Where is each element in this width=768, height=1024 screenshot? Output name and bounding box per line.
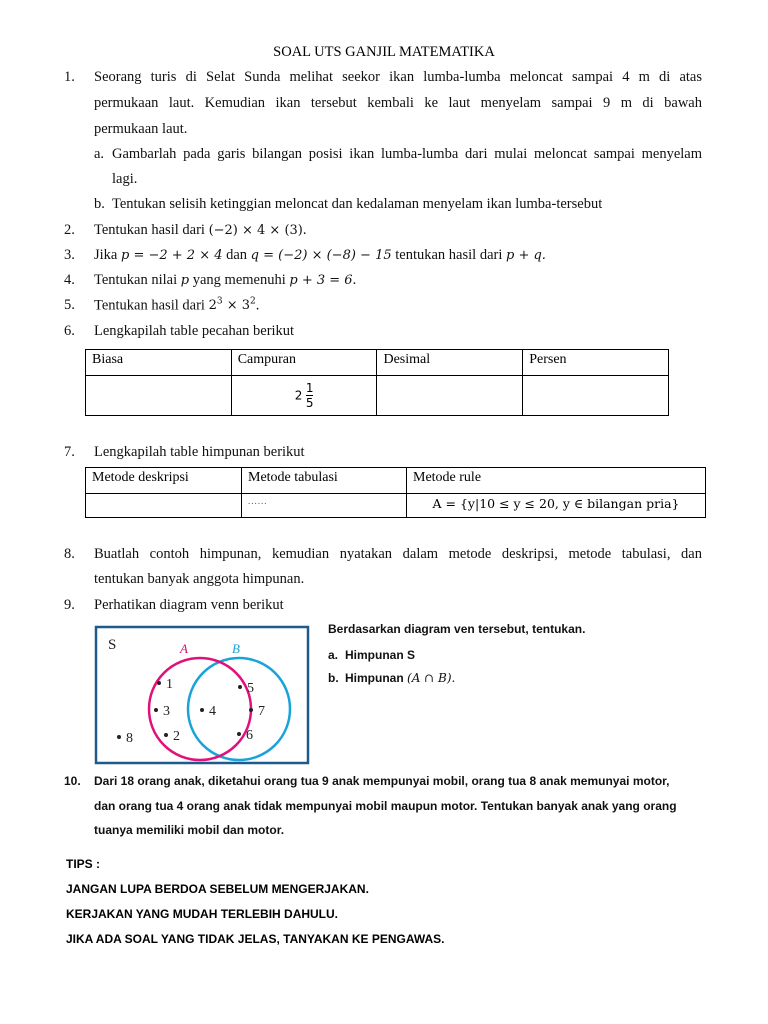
subquestion-label: a. xyxy=(94,146,105,162)
element-label: 2 xyxy=(173,729,180,744)
table-cell-tabulasi[interactable]: ...... xyxy=(242,494,407,518)
question-text-line: Dari 18 orang anak, diketahui orang tua 9 anak mempunyai mobil, orang tua 8 anak memunyai motor, xyxy=(94,774,670,788)
question-number: 3. xyxy=(64,247,75,263)
table-cell-campuran xyxy=(231,376,377,416)
subquestion-text: lagi. xyxy=(112,171,138,187)
question-number: 5. xyxy=(64,297,75,313)
question-number: 10. xyxy=(64,774,81,788)
table-header-cell: Biasa xyxy=(86,350,232,376)
venn-instruction: Berdasarkan diagram ven tersebut, tentukan. xyxy=(328,622,586,636)
table-cell-desimal[interactable] xyxy=(377,376,523,416)
question-text-line: permukaan laut. Kemudian ikan tersebut kembali ke laut menyelam sampai 9 m di bawah xyxy=(94,95,702,111)
tip-item: JANGAN LUPA BERDOA SEBELUM MENGERJAKAN. xyxy=(66,882,369,896)
question-number: 4. xyxy=(64,272,75,288)
table-header-cell: Desimal xyxy=(377,350,523,376)
question-text-post: tentukan hasil dari xyxy=(395,247,503,263)
table-cell-rule: A = {y|10 ≤ y ≤ 20, y ∈ bilangan pria} xyxy=(407,494,706,518)
question-text-line: Seorang turis di Selat Sunda melihat seekor ikan lumba-lumba meloncat sampai 4 m di atas xyxy=(94,69,702,85)
element-dot xyxy=(238,685,242,689)
mixed-whole: 2 xyxy=(294,388,303,403)
venn-diagram xyxy=(94,625,314,767)
set-table xyxy=(85,467,706,518)
element-label: 6 xyxy=(246,728,253,743)
question-text-lead: Jika xyxy=(94,247,118,263)
math-expression xyxy=(209,298,256,313)
question-text: Lengkapilah table pecahan berikut xyxy=(94,323,295,339)
question-text-mid: yang memenuhi xyxy=(192,272,286,288)
question-text: Lengkapilah table himpunan berikut xyxy=(94,444,305,460)
element-label: 4 xyxy=(209,704,216,719)
table-row xyxy=(86,494,706,518)
element-label: 3 xyxy=(163,704,170,719)
question-text-mid: dan xyxy=(226,247,248,263)
question-text-lead: Tentukan hasil dari xyxy=(94,222,205,238)
universe-label: S xyxy=(108,637,117,653)
set-b-label: B xyxy=(232,641,240,656)
math-variable: p xyxy=(180,273,190,288)
element-dot xyxy=(157,681,161,685)
tip-item: KERJAKAN YANG MUDAH TERLEBIH DAHULU. xyxy=(66,907,339,921)
table-header-cell: Metode deskripsi xyxy=(86,468,242,494)
table-header-cell: Metode rule xyxy=(407,468,706,494)
power-base: 2 xyxy=(208,298,217,314)
table-row xyxy=(86,376,669,416)
question-text-line: dan orang tua 4 orang anak tidak mempunyai mobil maupun motor. Tentukan banyak anak yang orang xyxy=(94,799,677,813)
question-text xyxy=(94,222,307,239)
question-number: 8. xyxy=(64,546,75,562)
question-text xyxy=(94,247,546,264)
tips-heading: TIPS : xyxy=(66,857,101,871)
element-dot xyxy=(200,708,204,712)
subquestion-label: b. xyxy=(94,196,105,212)
power-exponent: 2 xyxy=(250,297,256,307)
math-expression-sum: p + q. xyxy=(505,248,546,263)
question-text-line: tuanya memiliki mobil dan motor. xyxy=(94,823,285,837)
period: . xyxy=(302,222,307,238)
fraction-denominator: 5 xyxy=(305,396,314,410)
subquestion-text: Tentukan selisih ketinggian meloncat dan kedalaman menyelam ikan lumba-tersebut xyxy=(112,196,603,212)
element-label: 1 xyxy=(166,677,173,692)
subquestion-text-lead: Himpunan xyxy=(345,671,404,685)
math-expression-p: p = −2 + 2 × 4 xyxy=(120,248,223,263)
question-text xyxy=(94,272,356,289)
subquestion-text xyxy=(345,671,455,685)
question-text xyxy=(94,297,259,314)
question-number: 9. xyxy=(64,597,75,613)
period: . xyxy=(255,297,260,314)
element-dot xyxy=(117,735,121,739)
question-number: 2. xyxy=(64,222,75,238)
table-cell-biasa[interactable] xyxy=(86,376,232,416)
table-header-cell: Metode tabulasi xyxy=(242,468,407,494)
math-expression: p + 3 = 6 xyxy=(289,273,353,288)
subquestion-text: Gambarlah pada garis bilangan posisi ikan lumba-lumba dari mulai meloncat sampai menyelam xyxy=(112,146,702,162)
element-dot xyxy=(164,733,168,737)
element-label: 8 xyxy=(126,731,133,746)
subquestion-text: Himpunan S xyxy=(345,648,416,662)
element-dot xyxy=(154,708,158,712)
power-exponent: 3 xyxy=(216,297,223,307)
subquestion-label: b. xyxy=(328,671,339,685)
element-label: 7 xyxy=(258,704,265,719)
question-number: 1. xyxy=(64,69,75,85)
table-header-cell: Persen xyxy=(523,350,669,376)
period: . xyxy=(352,272,357,288)
tip-item: JIKA ADA SOAL YANG TIDAK JELAS, TANYAKAN KE PENGAWAS. xyxy=(66,932,445,946)
question-text-line: tentukan banyak anggota himpunan. xyxy=(94,571,305,587)
table-header-cell: Campuran xyxy=(231,350,377,376)
fraction xyxy=(306,381,314,410)
fraction-table xyxy=(85,349,669,416)
page-title: SOAL UTS GANJIL MATEMATIKA xyxy=(273,44,495,60)
math-expression: (−2) × 4 × (3) xyxy=(208,223,303,238)
question-text-lead: Tentukan hasil dari xyxy=(94,297,205,314)
element-dot xyxy=(249,708,253,712)
question-text-line: Buatlah contoh himpunan, kemudian nyatakan dalam metode deskripsi, metode tabulasi, dan xyxy=(94,546,702,562)
table-header-row xyxy=(86,468,706,494)
question-text-lead: Tentukan nilai xyxy=(94,272,178,288)
question-text: Perhatikan diagram venn berikut xyxy=(94,597,284,613)
table-cell-persen[interactable] xyxy=(523,376,669,416)
math-expression-q: q = (−2) × (−8) − 15 xyxy=(250,248,392,263)
table-header-row xyxy=(86,350,669,376)
power-base: 3 xyxy=(241,298,251,314)
set-a-label: A xyxy=(180,641,188,656)
question-number: 7. xyxy=(64,444,75,460)
subquestion-label: a. xyxy=(328,648,339,662)
question-number: 6. xyxy=(64,323,75,339)
question-text-line: permukaan laut. xyxy=(94,121,188,137)
times-sign: × xyxy=(226,298,238,314)
table-cell-deskripsi[interactable] xyxy=(86,494,242,518)
element-dot xyxy=(237,732,241,736)
element-label: 5 xyxy=(247,681,254,696)
fraction-numerator: 1 xyxy=(305,381,314,395)
math-expression: (A ∩ B). xyxy=(407,671,456,685)
